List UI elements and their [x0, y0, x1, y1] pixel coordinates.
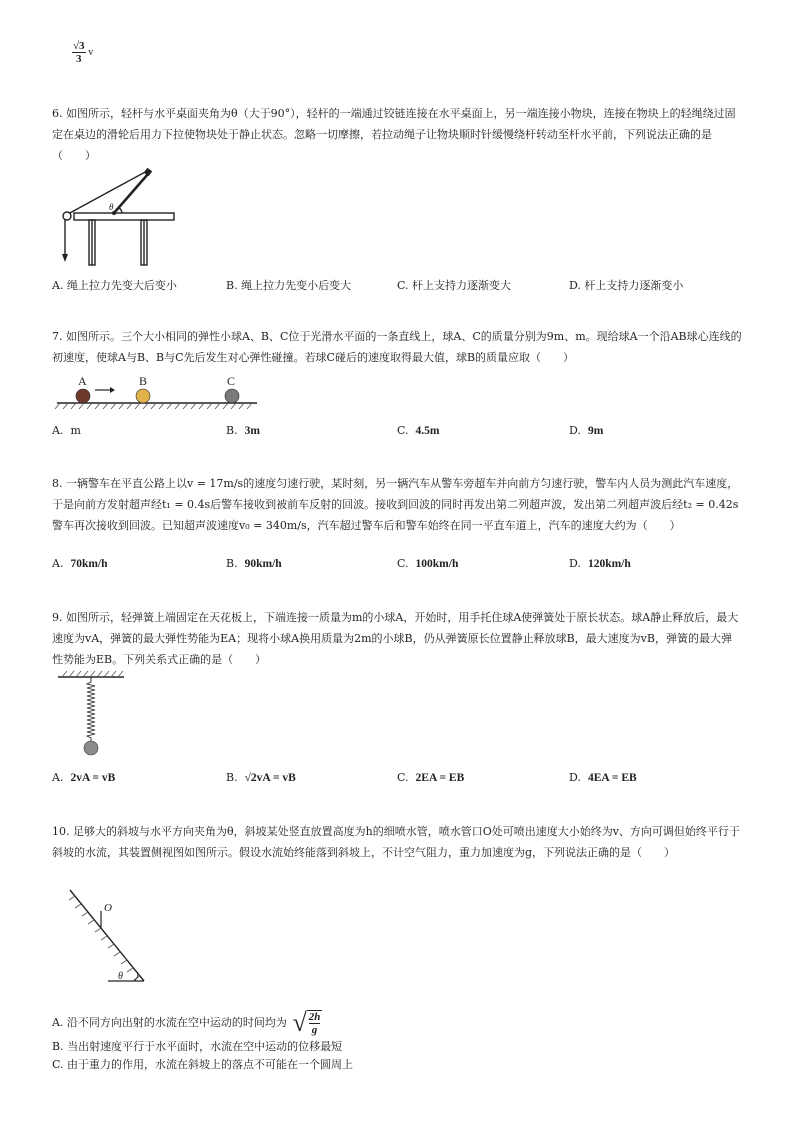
- q9-option-a[interactable]: [52, 771, 115, 784]
- q10-option-b[interactable]: B. 当出射速度平行于水平面时，水流在空中运动的位移最短: [52, 1040, 343, 1053]
- q10-option-a[interactable]: [52, 1008, 322, 1038]
- table-top: [74, 213, 174, 220]
- q9-option-b-prefix: B.: [226, 771, 238, 784]
- q10-option-a-text: A. 沿不同方向出射的水流在空中运动的时间均为: [52, 1016, 287, 1029]
- q8-option-a-prefix: A.: [52, 557, 64, 570]
- fragment-denominator: 3: [76, 53, 82, 65]
- q8-option-b-value: 90km/h: [244, 558, 282, 570]
- q10-label-theta: θ: [118, 971, 123, 982]
- q7-label-b: B: [139, 374, 148, 388]
- q7-option-d[interactable]: [569, 424, 603, 437]
- q6-option-b[interactable]: B. 绳上拉力先变小后变大: [226, 279, 352, 292]
- q10-label-o: O: [104, 902, 112, 914]
- ball-a: [76, 389, 90, 403]
- q9-option-b-value: √2vA = vB: [244, 772, 296, 784]
- ball-c: [225, 389, 239, 403]
- q10-option-c[interactable]: C. 由于重力的作用，水流在斜坡上的落点不可能在一个圆周上: [52, 1058, 354, 1071]
- q7-option-a-value: m: [70, 424, 81, 437]
- q9-option-d-value: 4EA = EB: [587, 772, 637, 784]
- q8-option-c-prefix: C.: [397, 557, 409, 570]
- q7-label-c: C: [227, 374, 236, 388]
- q8-option-b-prefix: B.: [226, 557, 238, 570]
- q6-option-c[interactable]: C. 杆上支持力逐渐变大: [397, 279, 512, 292]
- q7-figure: [52, 372, 262, 412]
- formula-numerator: 2h: [308, 1011, 321, 1023]
- q6-stem: 6. 如图所示，轻杆与水平桌面夹角为θ（大于90°），轻杆的一端通过铰链连接在水平桌面上，另一端连接小物块，连接在物块上的轻绳绕过固定在桌边的滑轮后用力下拉使物块处于静止状态。忽略一切摩擦，若拉动绳子让物块顺时针缓慢绕杆转动至杆水平前，下列说法正确的是（ ）: [52, 107, 736, 162]
- arrow-down: [62, 254, 68, 262]
- q9-figure: [56, 668, 126, 763]
- formula-denominator: g: [311, 1024, 318, 1036]
- q7-stem: 7. 如图所示。三个大小相同的弹性小球A、B、C位于光滑水平面的一条直线上，球A、C的质量分别为9m、m。现给球A一个沿AB球心连线的初速度，使球A与B、B与C先后发生对心弹性碰撞。若球C碰后的速度取得最大值，球B的质量应取（ ）: [52, 330, 742, 364]
- fragment-variable: v: [88, 47, 94, 58]
- q6-option-a[interactable]: A. 绳上拉力先变大后变小: [52, 279, 177, 292]
- ball-a-hanging: [84, 741, 98, 755]
- q7-option-c[interactable]: [397, 424, 440, 437]
- q7-option-c-prefix: C.: [397, 424, 409, 437]
- velocity-arrow-head: [110, 387, 115, 393]
- pulley: [63, 212, 71, 220]
- q7-option-c-value: 4.5m: [415, 425, 440, 437]
- q9-option-b[interactable]: [226, 771, 296, 784]
- q7-option-a[interactable]: [52, 424, 81, 437]
- fragment-numerator: √3: [73, 40, 85, 52]
- q6-angle-label: θ: [109, 202, 114, 212]
- ball-b: [136, 389, 150, 403]
- hinge-angle-arc: [118, 207, 122, 213]
- q8-stem: 8. 一辆警车在平直公路上以v = 17m/s的速度匀速行驶，某时刻，另一辆汽车从警车旁超车并向前方匀速行驶，警车内人员为测此汽车速度，于是向前方发射超声经t₁ = 0.4s后警车接收到被前车反射的回波。接收到回波的同时再发出第二列超声波，发出第二列超声波后经t₂ = 0.42s警车再次接收到回波。已知超声波速度v₀ = 340m/s，汽车超过警车后和警车始终在同一平直车道上，汽车的速度大约为（ ）: [52, 477, 739, 532]
- q9-stem: 9. 如图所示，轻弹簧上端固定在天花板上，下端连接一质量为m的小球A，开始时，用手托住球A使弹簧处于原长状态。球A静止释放后，最大速度为vA，弹簧的最大弹性势能为EA；现将小球A换用质量为2m的小球B，仍从弹簧原长位置静止释放球B，最大速度为vB，弹簧的最大弹性势能为EB。下列关系式正确的是（ ）: [52, 611, 739, 666]
- q6-figure: [52, 168, 182, 268]
- rope-to-block: [68, 171, 147, 214]
- sqrt-icon: √: [292, 1008, 307, 1037]
- q10-figure: [56, 882, 151, 987]
- q8-option-d-value: 120km/h: [587, 558, 631, 570]
- block: [144, 168, 152, 176]
- q8-option-c[interactable]: [397, 557, 458, 570]
- sqrt-formula: [292, 1008, 322, 1038]
- q9-option-c-prefix: C.: [397, 771, 409, 784]
- q8-option-c-value: 100km/h: [415, 558, 459, 570]
- q9-option-d-prefix: D.: [569, 771, 581, 784]
- q8-option-d-prefix: D.: [569, 557, 581, 570]
- q10-stem: 10. 足够大的斜坡与水平方向夹角为θ，斜坡某处竖直放置高度为h的细喷水管，喷水管口O处可喷出速度大小始终为v、方向可调但始终平行于斜坡的水流，其装置侧视图如图所示。假设水流始终能落到斜坡上，不计空气阻力，重力加速度为g，下列说法正确的是（ ）: [52, 825, 740, 859]
- q9-option-d[interactable]: [569, 771, 637, 784]
- q7-label-a: A: [78, 374, 87, 388]
- q7-option-a-prefix: A.: [52, 424, 64, 437]
- q6-option-d[interactable]: D. 杆上支持力逐渐变小: [569, 279, 684, 292]
- q7-option-b-prefix: B.: [226, 424, 238, 437]
- q7-option-b-value: 3m: [244, 425, 260, 437]
- prev-answer-fragment: [72, 40, 93, 65]
- q7-option-d-value: 9m: [587, 425, 604, 437]
- q7-option-d-prefix: D.: [569, 424, 581, 437]
- q9-option-c-value: 2EA = EB: [415, 772, 465, 784]
- q8-option-a-value: 70km/h: [70, 558, 108, 570]
- q9-option-c[interactable]: [397, 771, 464, 784]
- q9-option-a-prefix: A.: [52, 771, 64, 784]
- q9-option-a-value: 2vA = vB: [70, 772, 116, 784]
- q8-option-b[interactable]: [226, 557, 282, 570]
- angle-arc: [134, 974, 138, 981]
- q8-option-a[interactable]: [52, 557, 108, 570]
- q8-option-d[interactable]: [569, 557, 631, 570]
- q7-option-b[interactable]: [226, 424, 260, 437]
- spring: [87, 677, 95, 742]
